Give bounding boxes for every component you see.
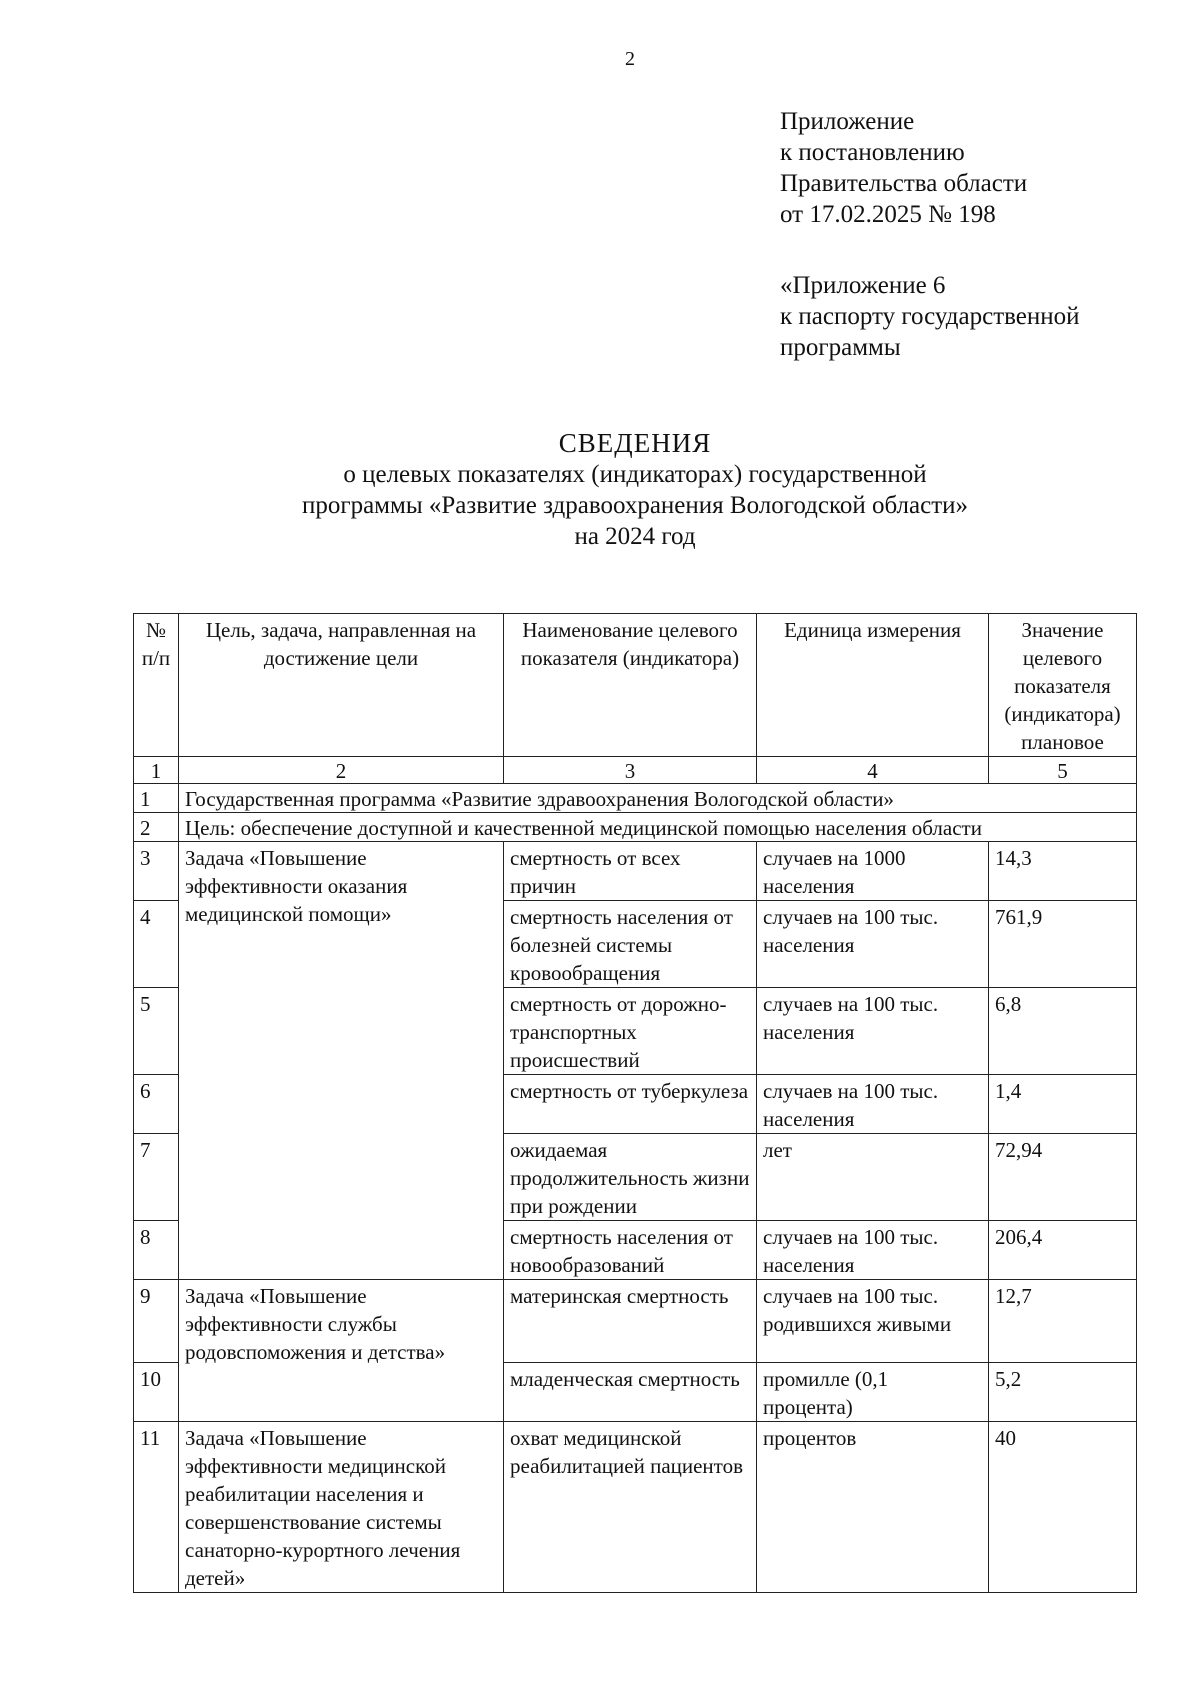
appendix-block bbox=[780, 106, 1027, 230]
row-number: 4 bbox=[134, 901, 179, 988]
column-number: 5 bbox=[989, 757, 1137, 784]
page-number: 2 bbox=[625, 48, 635, 70]
appendix-line: Правительства области bbox=[780, 170, 1028, 197]
column-number: 3 bbox=[504, 757, 757, 784]
indicator-cell: смертность населения от болезней системы кровообращения bbox=[504, 901, 757, 988]
indicator-cell: ожидаемая продолжительность жизни при рождении bbox=[504, 1134, 757, 1221]
title-line: о целевых показателях (индикаторах) государственной bbox=[343, 461, 927, 488]
table-row bbox=[134, 842, 1137, 901]
unit-cell: случаев на 100 тыс. населения bbox=[757, 1221, 989, 1280]
column-number: 4 bbox=[757, 757, 989, 784]
unit-cell: случаев на 100 тыс. населения bbox=[757, 988, 989, 1075]
title-line: на 2024 год bbox=[574, 523, 696, 550]
row-number: 3 bbox=[134, 842, 179, 901]
row-number: 2 bbox=[134, 813, 179, 842]
header-cell-value: Значение целевого показателя (индикатора) плановое bbox=[989, 614, 1137, 757]
row-number: 7 bbox=[134, 1134, 179, 1221]
header-cell-number: № п/п bbox=[134, 614, 179, 757]
table-row bbox=[134, 1280, 1137, 1363]
row-number: 11 bbox=[134, 1422, 179, 1593]
unit-cell: случаев на 100 тыс. населения bbox=[757, 1075, 989, 1134]
unit-cell: процентов bbox=[757, 1422, 989, 1593]
indicator-cell: охват медицинской реабилитацией пациентов bbox=[504, 1422, 757, 1593]
unit-cell: случаев на 100 тыс. населения bbox=[757, 901, 989, 988]
value-cell: 5,2 bbox=[989, 1363, 1137, 1422]
document-title bbox=[160, 428, 1110, 552]
value-cell: 12,7 bbox=[989, 1280, 1137, 1363]
program-row bbox=[134, 784, 1137, 813]
value-cell: 40 bbox=[989, 1422, 1137, 1593]
appendix-line: программы bbox=[780, 334, 901, 361]
appendix-block-2 bbox=[780, 270, 1080, 363]
column-number: 2 bbox=[179, 757, 504, 784]
indicator-cell: смертность населения от новообразований bbox=[504, 1221, 757, 1280]
task-cell: Задача «Повышение эффективности медицинской реабилитации населения и совершенствование системы санаторно-курортного лечения детей» bbox=[179, 1422, 504, 1593]
value-cell: 14,3 bbox=[989, 842, 1137, 901]
indicator-cell: смертность от туберкулеза bbox=[504, 1075, 757, 1134]
value-cell: 6,8 bbox=[989, 988, 1137, 1075]
unit-cell: случаев на 100 тыс. родившихся живыми bbox=[757, 1280, 989, 1363]
indicator-cell: материнская смертность bbox=[504, 1280, 757, 1363]
row-number: 9 bbox=[134, 1280, 179, 1363]
row-number: 1 bbox=[134, 784, 179, 813]
column-number-row bbox=[134, 757, 1137, 784]
value-cell: 206,4 bbox=[989, 1221, 1137, 1280]
value-cell: 72,94 bbox=[989, 1134, 1137, 1221]
row-number: 10 bbox=[134, 1363, 179, 1422]
appendix-line: Приложение bbox=[780, 108, 915, 135]
unit-cell: лет bbox=[757, 1134, 989, 1221]
indicator-cell: смертность от всех причин bbox=[504, 842, 757, 901]
appendix-line: от 17.02.2025 № 198 bbox=[780, 201, 996, 228]
table-header-row bbox=[134, 614, 1137, 757]
goal-row bbox=[134, 813, 1137, 842]
goal-text: Цель: обеспечение доступной и качественной медицинской помощью населения области bbox=[179, 813, 1137, 842]
row-number: 8 bbox=[134, 1221, 179, 1280]
value-cell: 1,4 bbox=[989, 1075, 1137, 1134]
appendix-line: к постановлению bbox=[780, 139, 965, 166]
value-cell: 761,9 bbox=[989, 901, 1137, 988]
unit-cell: промилле (0,1 процента) bbox=[757, 1363, 989, 1422]
appendix-line: к паспорту государственной bbox=[780, 303, 1080, 330]
program-name: Государственная программа «Развитие здравоохранения Вологодской области» bbox=[179, 784, 1137, 813]
indicator-cell: смертность от дорожно-транспортных происшествий bbox=[504, 988, 757, 1075]
column-number: 1 bbox=[134, 757, 179, 784]
header-cell-indicator: Наименование целевого показателя (индикатора) bbox=[504, 614, 757, 757]
task-cell: Задача «Повышение эффективности оказания медицинской помощи» bbox=[179, 842, 504, 1280]
appendix-line: «Приложение 6 bbox=[780, 272, 946, 299]
indicator-cell: младенческая смертность bbox=[504, 1363, 757, 1422]
header-cell-unit: Единица измерения bbox=[757, 614, 989, 757]
table-row bbox=[134, 1422, 1137, 1593]
title-line: программы «Развитие здравоохранения Вологодской области» bbox=[301, 492, 969, 519]
header-cell-goal: Цель, задача, направленная на достижение цели bbox=[179, 614, 504, 757]
unit-cell: случаев на 1000 населения bbox=[757, 842, 989, 901]
indicators-table bbox=[133, 613, 1137, 1593]
task-cell: Задача «Повышение эффективности службы родовспоможения и детства» bbox=[179, 1280, 504, 1422]
title-heading: СВЕДЕНИЯ bbox=[558, 428, 712, 458]
row-number: 6 bbox=[134, 1075, 179, 1134]
row-number: 5 bbox=[134, 988, 179, 1075]
